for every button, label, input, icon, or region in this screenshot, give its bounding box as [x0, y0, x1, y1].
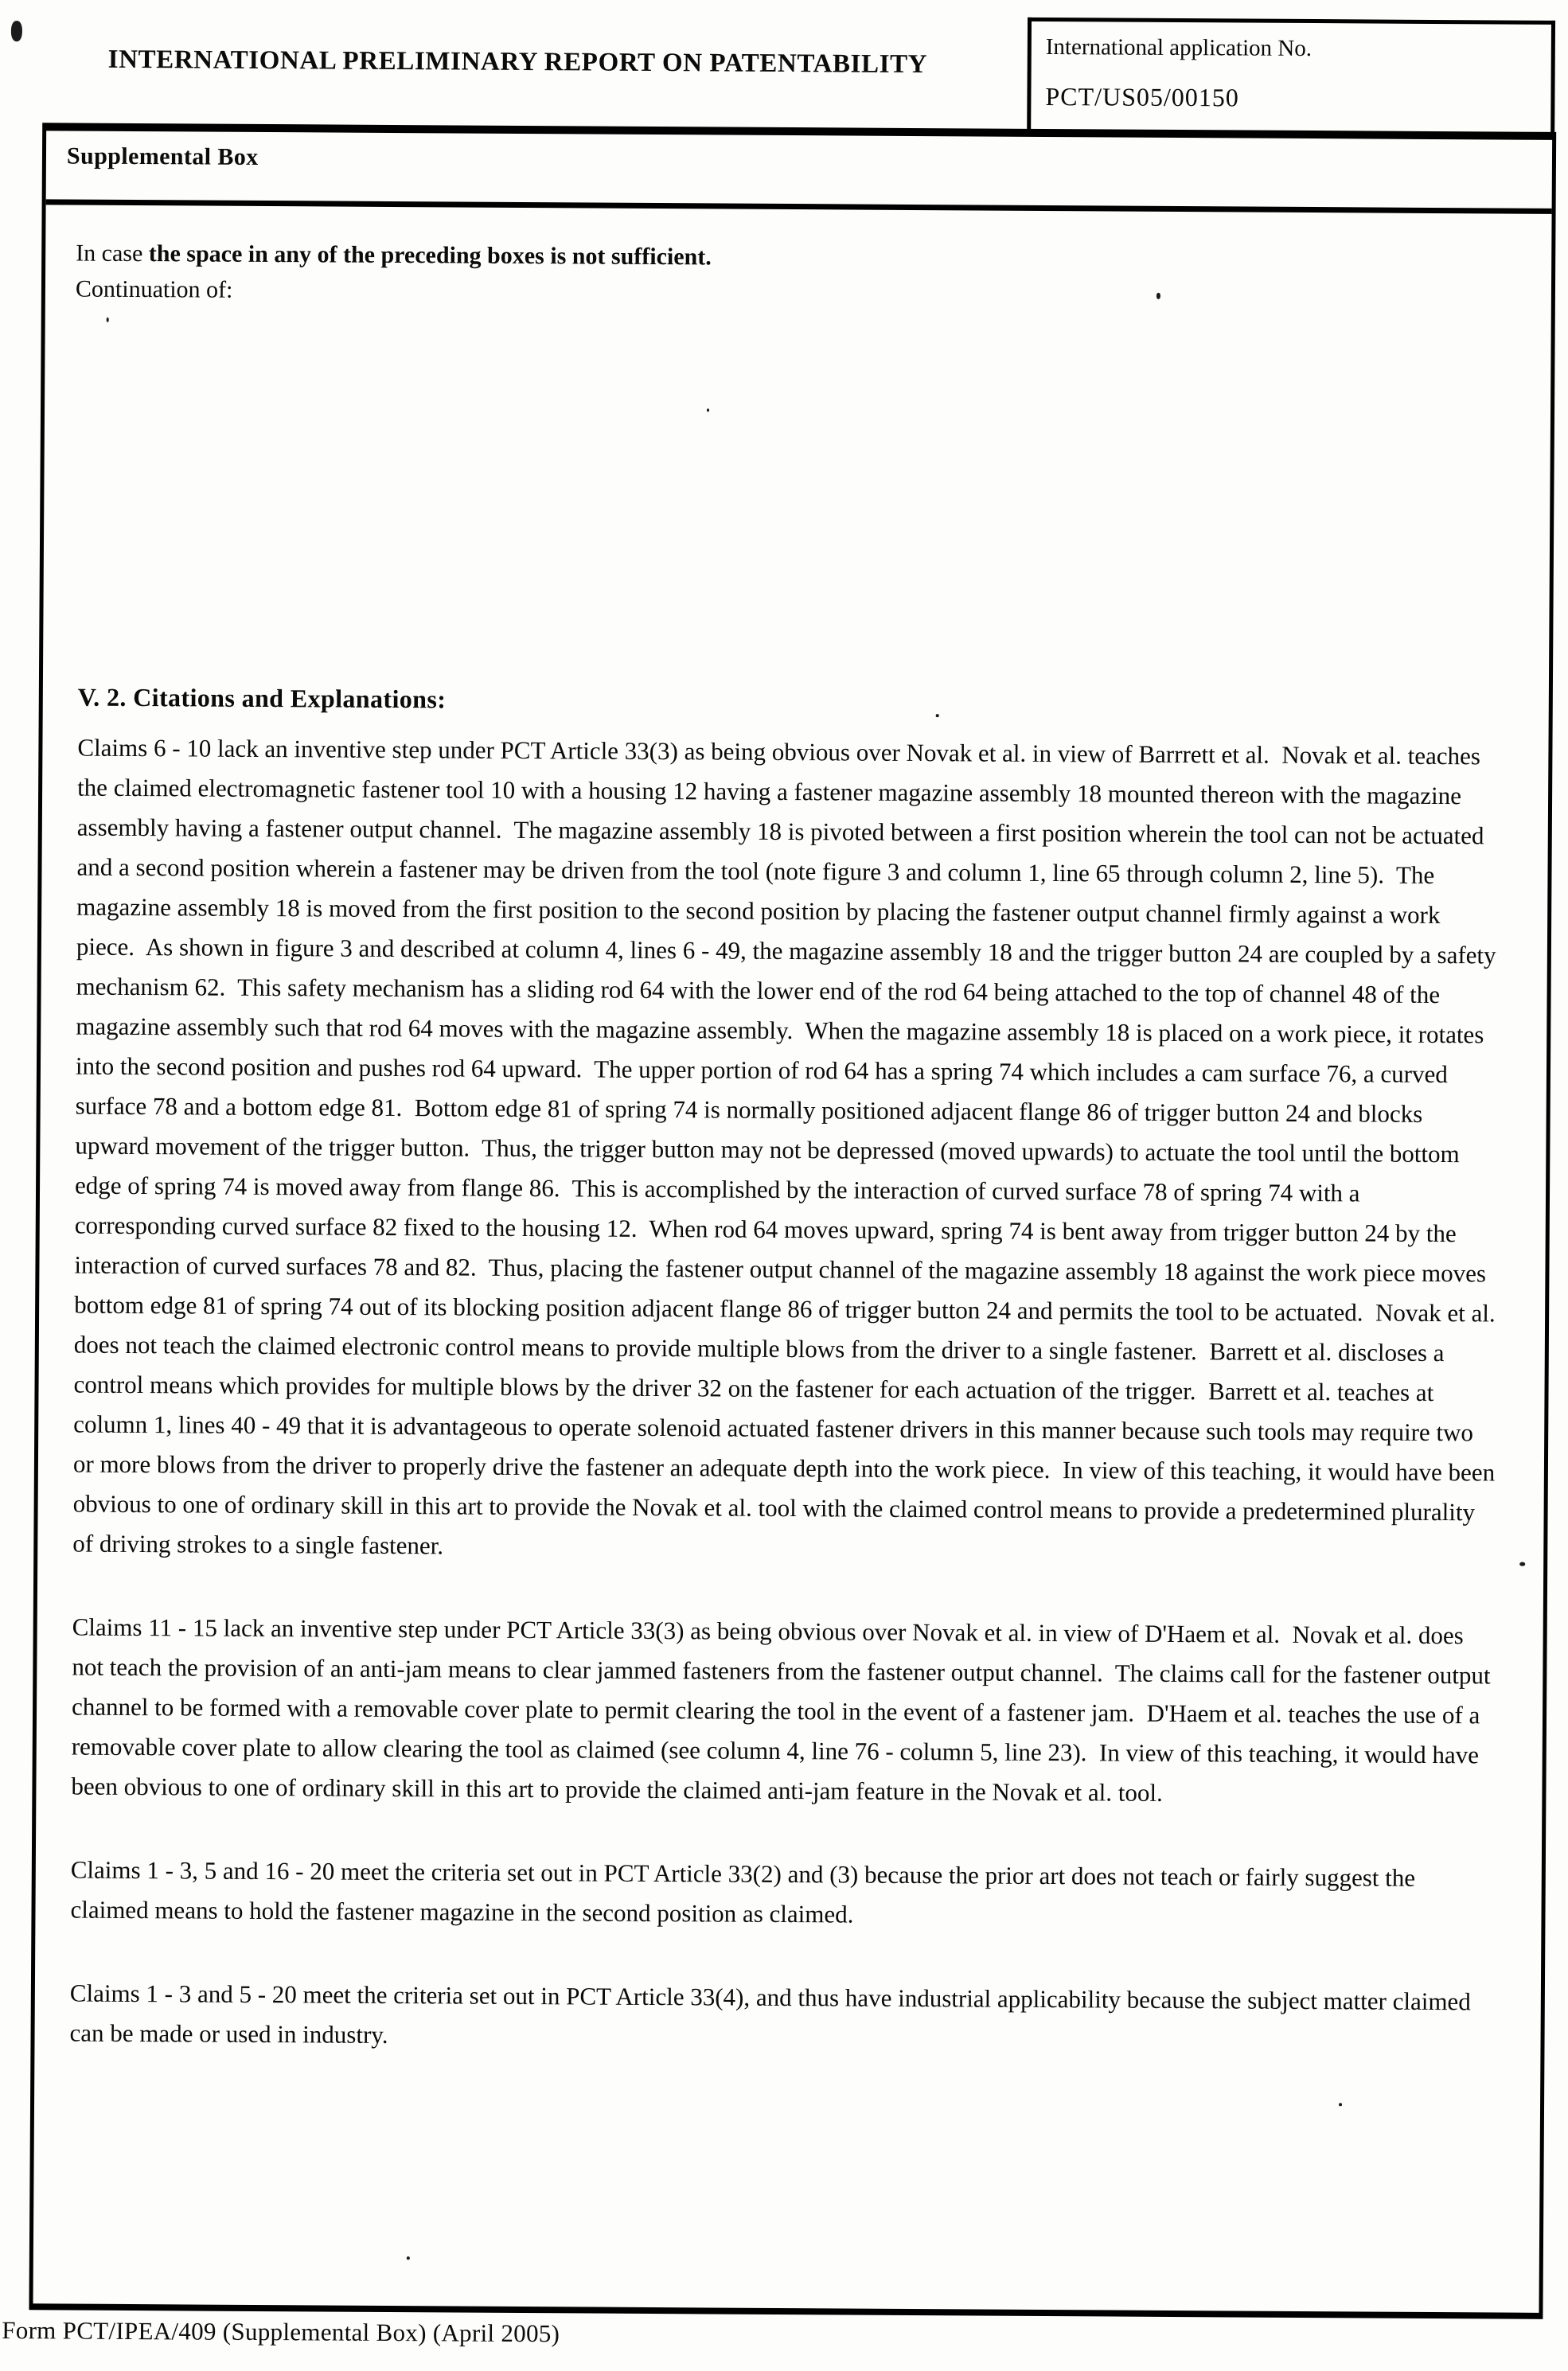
continuation-label: Continuation of:	[75, 275, 233, 303]
citations-paragraph-claims-11-15: Claims 11 - 15 lack an inventive step under PCT Article 33(3) as being obvious over Novak et al. in view of D'Haem et al. Novak et al. does not teach the provision of an anti-jam means to clear jammed fasteners from the fastener output channel. The claims call for the fastener output channel to be formed with a removable cover plate to permit clearing the tool in the event of a fastener jam. D'Haem et al. teaches the use of a removable cover plate to allow clearing the tool as claimed (see column 4, line 76 - column 5, line 23). In view of this teaching, it would have been obvious to one of ordinary skill in this art to provide the claimed anti-jam feature in the Novak et al. tool.	[71, 1613, 1497, 1807]
supplemental-box-header-row	[46, 131, 1553, 214]
citations-heading: V. 2. Citations and Explanations:	[77, 682, 447, 714]
scan-speck	[407, 2256, 410, 2260]
citations-paragraph-claims-6-10: Claims 6 - 10 lack an inventive step under PCT Article 33(3) as being obvious over Novak et al. in view of Barrrett et al. Novak et al. teaches the claimed electromagnetic fastener tool 10 with a housing 12 having a fastener magazine assembly 18 mounted thereon with the magazine assembly having a fastener output channel. The magazine assembly 18 is pivoted between a first position wherein the tool can not be actuated and a second position wherein a fastener may be driven from the tool (note figure 3 and column 1, line 65 through column 2, line 5). The magazine assembly 18 is moved from the first position to the second position by placing the fastener output channel firmly against a work piece. As shown in figure 3 and described at column 4, lines 6 - 49, the magazine assembly 18 and the trigger button 24 are coupled by a safety mechanism 62. This safety mechanism has a sliding rod 64 with the lower end of the rod 64 being attached to the top of channel 48 of the magazine assembly such that rod 64 moves with the magazine assembly. When the magazine assembly 18 is placed on a work piece, it rotates into the second position and pushes rod 64 upward. The upper portion of rod 64 has a spring 74 which includes a cam surface 76, a curved surface 78 and a bottom edge 81. Bottom edge 81 of spring 74 is normally positioned adjacent flange 86 of trigger button 24 and blocks upward movement of the trigger button. Thus, the trigger button may not be depressed (moved upwards) to actuate the tool until the bottom edge of spring 74 is moved away from flange 86. This is accomplished by the interaction of curved surface 78 of spring 74 with a corresponding curved surface 82 fixed to the housing 12. When rod 64 moves upward, spring 74 is bent away from trigger button 24 by the interaction of curved surfaces 78 and 82. Thus, placing the fastener output channel of the magazine assembly 18 against the work piece moves bottom edge 81 of spring 74 out of its blocking position adjacent flange 86 of trigger button 24 and permits the tool to be actuated. Novak et al. does not teach the claimed electronic control means to provide multiple blows from the driver to a single fastener. Barrett et al. discloses a control means which provides for multiple blows by the driver 32 on the fastener for each actuation of the trigger. Barrett et al. teaches at column 1, lines 40 - 49 that it is advantageous to operate solenoid actuated fastener drivers in this manner because such tools may require two or more blows from the driver to properly drive the fastener an adequate depth into the work piece. In view of this teaching, it would have been obvious to one of ordinary skill in this art to provide the Novak et al. tool with the claimed control means to provide a predetermined plurality of driving strokes to a single fastener.	[72, 733, 1503, 1560]
scan-speck	[11, 21, 22, 41]
scan-speck	[707, 408, 709, 411]
citations-paragraph-claims-1-3-5-16-20: Claims 1 - 3, 5 and 16 - 20 meet the criteria set out in PCT Article 33(2) and (3) because the prior art does not teach or fairly suggest the claimed means to hold the fastener magazine in the second position as claimed.	[70, 1855, 1422, 1928]
scan-speck	[107, 318, 109, 322]
supplemental-box-title: Supplemental Box	[66, 142, 259, 170]
scan-speck	[936, 714, 939, 717]
scan-speck	[1519, 1562, 1525, 1566]
scan-speck	[1156, 293, 1160, 299]
supplemental-box-body	[34, 205, 1551, 2062]
blank-continuation-area	[73, 307, 1511, 692]
insufficient-space-prefix: In case	[76, 240, 149, 267]
citations-paragraph-claims-1-3-5-20: Claims 1 - 3 and 5 - 20 meet the criteria set out in PCT Article 33(4), and thus have industrial applicability because the subject matter claimed can be made or used in industry.	[69, 1979, 1477, 2049]
insufficient-space-bold-text: the space in any of the preceding boxes is not sufficient.	[148, 240, 712, 271]
application-number-box	[1027, 18, 1555, 134]
form-identifier-footer: Form PCT/IPEA/409 (Supplemental Box) (April 2005)	[2, 2316, 560, 2348]
supplemental-box-table	[29, 123, 1556, 2319]
application-number-value: PCT/US05/00150	[1045, 81, 1239, 112]
report-title: INTERNATIONAL PRELIMINARY REPORT ON PATENTABILITY	[107, 45, 928, 80]
application-number-label: International application No.	[1045, 33, 1313, 62]
scan-speck	[1339, 2103, 1342, 2106]
